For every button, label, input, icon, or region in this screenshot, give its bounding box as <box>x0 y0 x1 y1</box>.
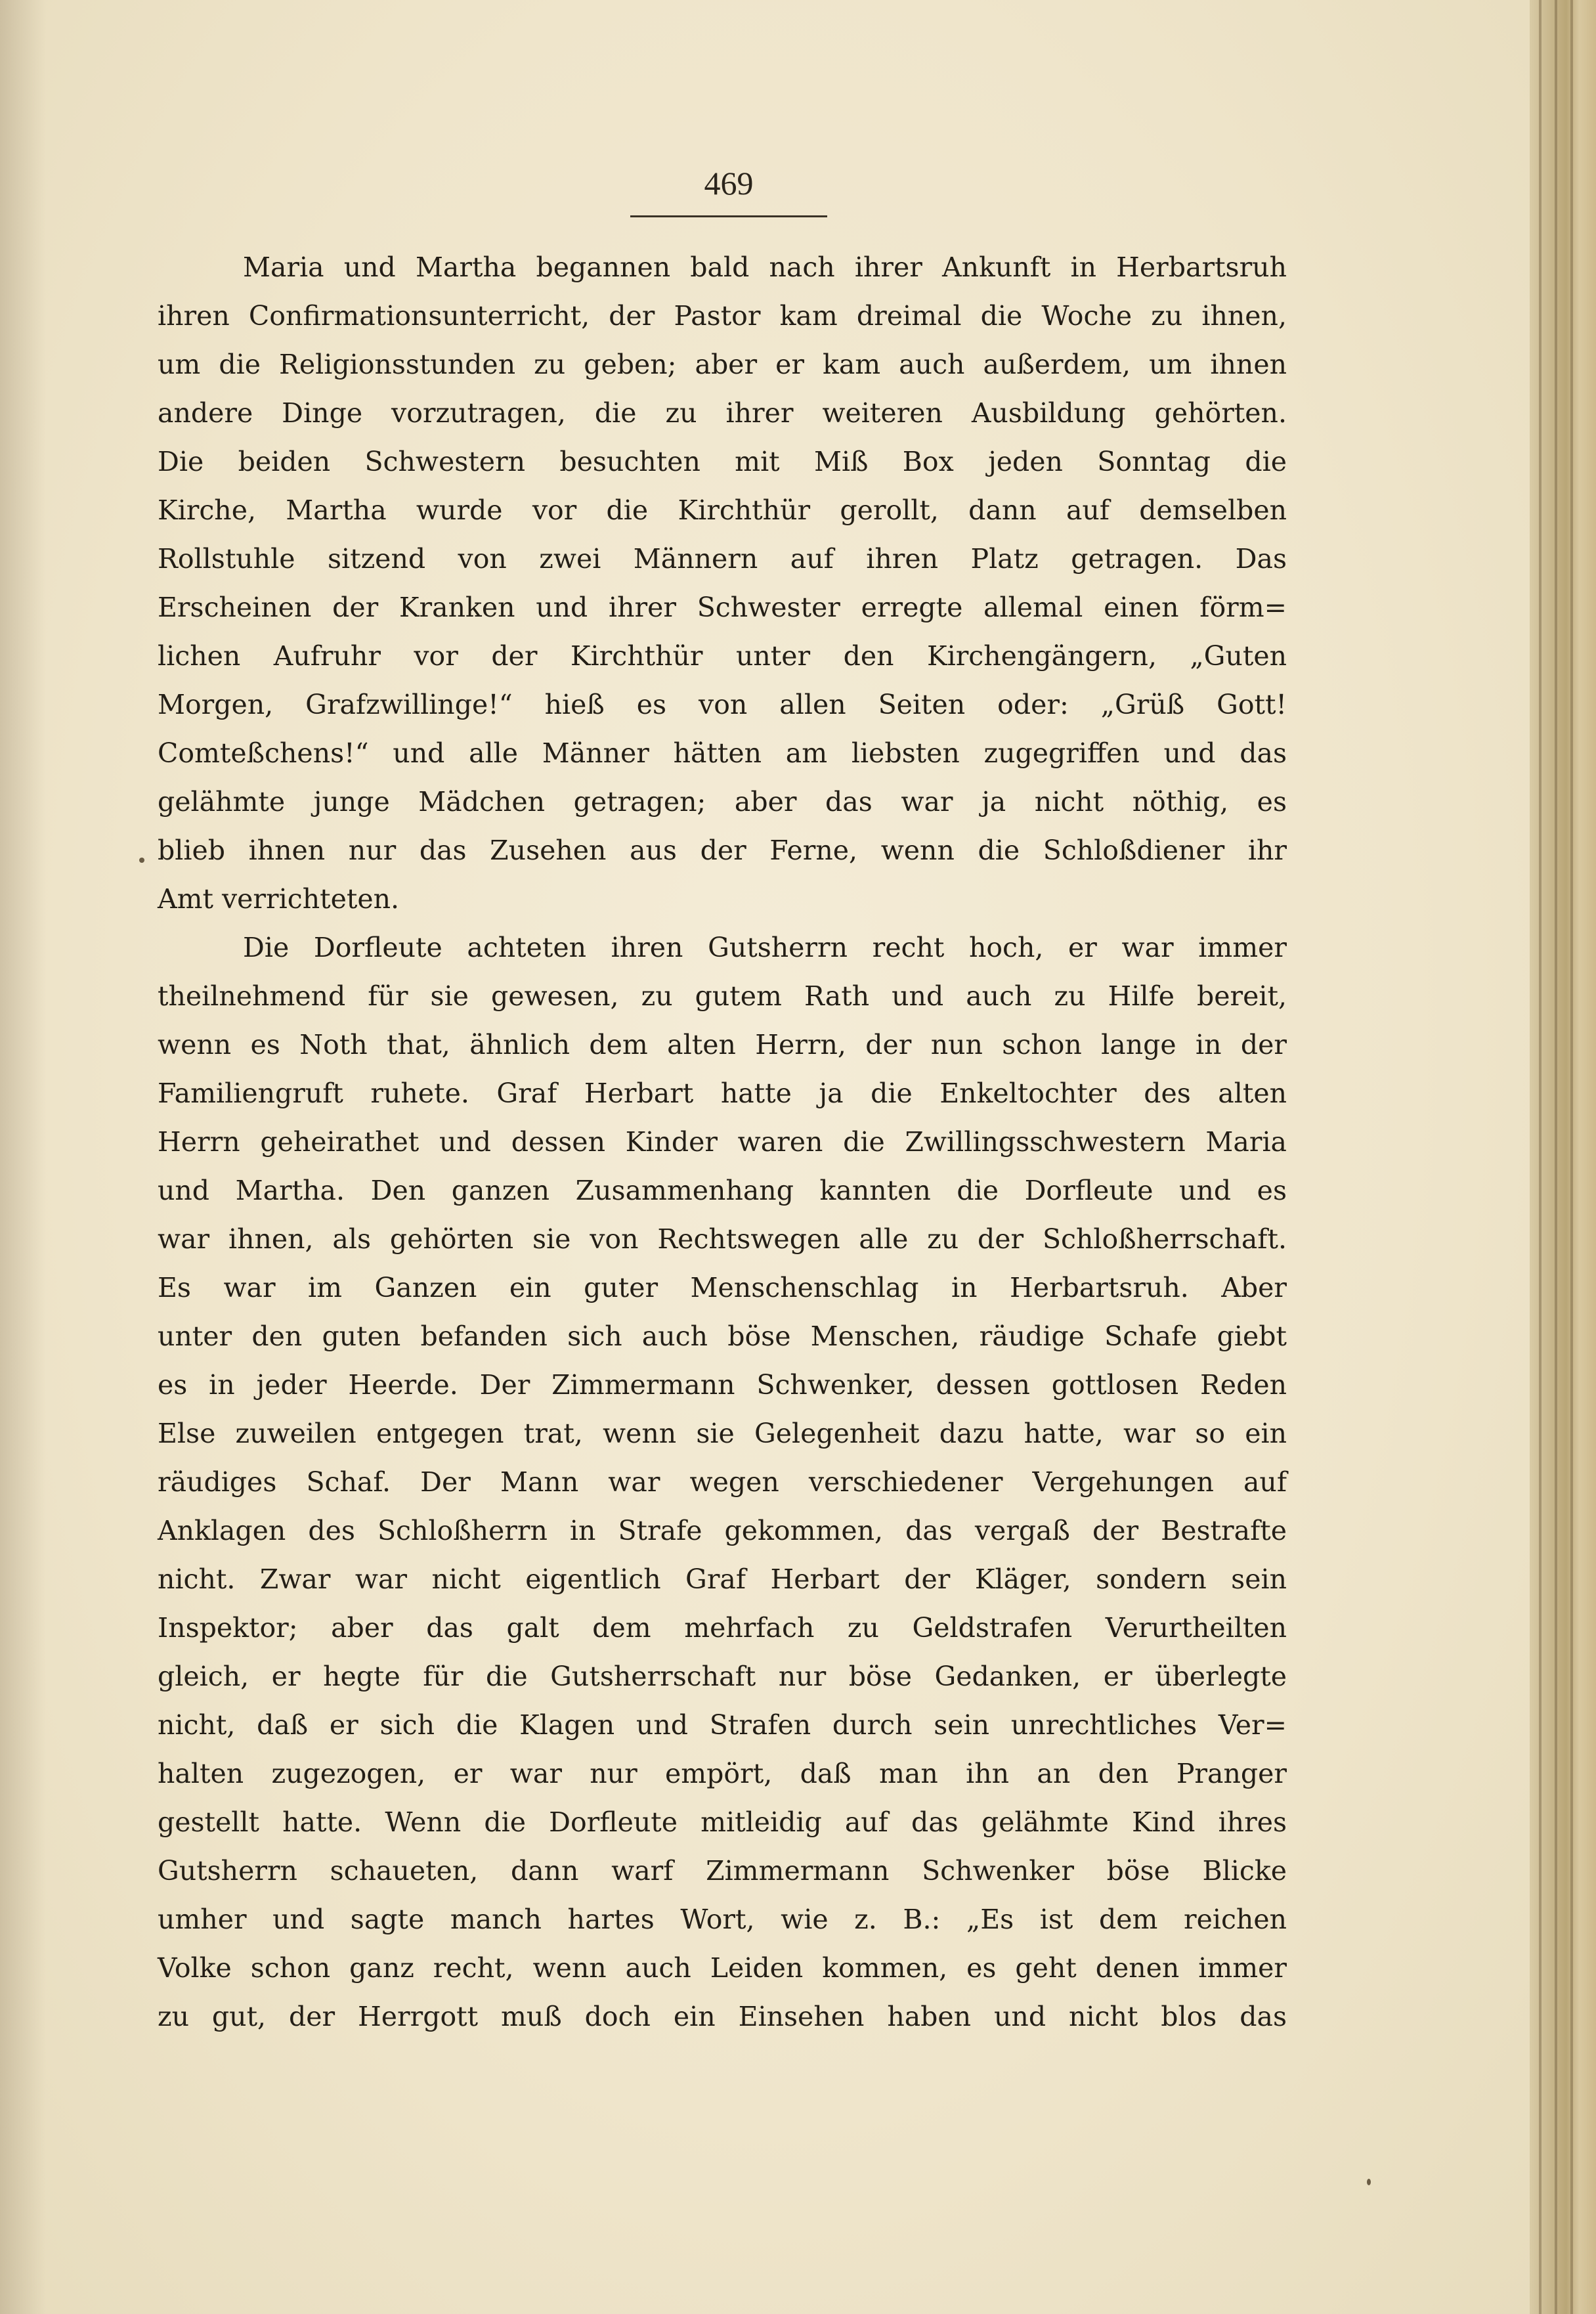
edge-line <box>1555 0 1557 2314</box>
paper-speck <box>139 858 144 863</box>
text-line: umher und sagte manch hartes Wort, wie z. B.: „Es ist dem reichen <box>158 1904 1287 1935</box>
page-block-edge <box>1530 0 1596 2314</box>
text-line: unter den guten befanden sich auch böse Menschen, räudige Schafe giebt <box>158 1321 1287 1352</box>
body-text <box>158 243 1287 2041</box>
text-line: es in jeder Heerde. Der Zimmermann Schwenker, dessen gottlosen Reden <box>158 1369 1287 1401</box>
text-line: gelähmte junge Mädchen getragen; aber das war ja nicht nöthig, es <box>158 786 1287 818</box>
text-line: andere Dinge vorzutragen, die zu ihrer weiteren Ausbildung gehörten. <box>158 397 1287 429</box>
text-line: nicht. Zwar war nicht eigentlich Graf Herbart der Kläger, sondern sein <box>158 1563 1287 1595</box>
text-line: Volke schon ganz recht, wenn auch Leiden kommen, es geht denen immer <box>158 1952 1287 1984</box>
text-line: theilnehmend für sie gewesen, zu gutem Rath und auch zu Hilfe bereit, <box>158 980 1287 1012</box>
text-line: Die Dorfleute achteten ihren Gutsherrn recht hoch, er war immer <box>243 932 1287 963</box>
text-line: Maria und Martha begannen bald nach ihrer Ankunft in Herbartsruh <box>243 251 1287 283</box>
text-line: lichen Aufruhr vor der Kirchthür unter den Kirchengängern, „Guten <box>158 640 1287 672</box>
text-line: halten zugezogen, er war nur empört, daß man ihn an den Pranger <box>158 1758 1287 1789</box>
text-line: war ihnen, als gehörten sie von Rechtswegen alle zu der Schloßherrschaft. <box>158 1223 1287 1255</box>
text-line: zu gut, der Herrgott muß doch ein Einsehen haben und nicht blos das <box>158 2001 1287 2032</box>
text-line: wenn es Noth that, ähnlich dem alten Herrn, der nun schon lange in der <box>158 1029 1287 1060</box>
text-line: Rollstuhle sitzend von zwei Männern auf ihren Platz getragen. Das <box>158 543 1287 575</box>
text-line: ihren Confirmationsunterricht, der Pastor kam dreimal die Woche zu ihnen, <box>158 300 1287 332</box>
text-line: Kirche, Martha wurde vor die Kirchthür gerollt, dann auf demselben <box>158 494 1287 526</box>
paper-speck <box>1367 2179 1371 2185</box>
text-line: Familiengruft ruhete. Graf Herbart hatte ja die Enkeltochter des alten <box>158 1078 1287 1109</box>
text-line: Erscheinen der Kranken und ihrer Schwester erregte allemal einen förm= <box>158 592 1287 623</box>
page-number: 469 <box>704 165 754 202</box>
text-line: gestellt hatte. Wenn die Dorfleute mitleidig auf das gelähmte Kind ihres <box>158 1806 1287 1838</box>
text-line: Anklagen des Schloßherrn in Strafe gekommen, das vergaß der Bestrafte <box>158 1515 1287 1546</box>
text-line: und Martha. Den ganzen Zusammenhang kannten die Dorfleute und es <box>158 1175 1287 1206</box>
edge-line <box>1570 0 1573 2314</box>
text-line: Herrn geheirathet und dessen Kinder waren die Zwillingsschwestern Maria <box>158 1126 1287 1158</box>
page-number-rule <box>630 215 827 217</box>
text-line: Die beiden Schwestern besuchten mit Miß Box jeden Sonntag die <box>158 446 1287 477</box>
text-line: Inspektor; aber das galt dem mehrfach zu Geldstrafen Verurtheilten <box>158 1612 1287 1644</box>
text-line: Else zuweilen entgegen trat, wenn sie Gelegenheit dazu hatte, war so ein <box>158 1418 1287 1449</box>
text-line: gleich, er hegte für die Gutsherrschaft nur böse Gedanken, er überlegte <box>158 1661 1287 1692</box>
text-line: um die Religionsstunden zu geben; aber er kam auch außerdem, um ihnen <box>158 349 1287 380</box>
text-line: Amt verrichteten. <box>158 883 400 915</box>
text-line: nicht, daß er sich die Klagen und Strafen durch sein unrechtliches Ver= <box>158 1709 1287 1741</box>
text-line: räudiges Schaf. Der Mann war wegen verschiedener Vergehungen auf <box>158 1466 1287 1498</box>
text-line: Comteßchens!“ und alle Männer hätten am liebsten zugegriffen und das <box>158 737 1287 769</box>
text-line: Gutsherrn schaueten, dann warf Zimmermann Schwenker böse Blicke <box>158 1855 1287 1887</box>
edge-line <box>1539 0 1542 2314</box>
spine-shadow <box>0 0 46 2314</box>
text-line: blieb ihnen nur das Zusehen aus der Ferne, wenn die Schloßdiener ihr <box>158 835 1287 866</box>
text-line: Es war im Ganzen ein guter Menschenschlag in Herbartsruh. Aber <box>158 1272 1287 1303</box>
text-line: Morgen, Grafzwillinge!“ hieß es von allen Seiten oder: „Grüß Gott! <box>158 689 1287 720</box>
